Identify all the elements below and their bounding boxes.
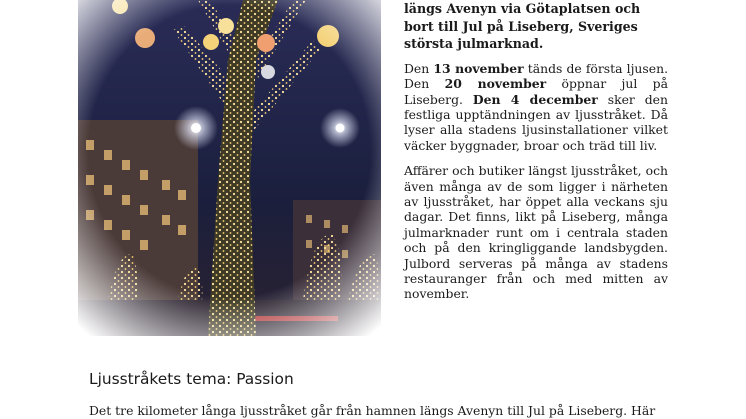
shops-paragraph: Affärer och butiker längst ljusstråket, och även många av de som ligger i närheten av ljusstråket, har öppet alla veckans sju dagar. Det finns, likt på Liseberg, många julmarknader runt om i centrala staden och på den kringliggande landsbygden. Julbord serveras på många av stadens restauranger från och med mitten av november.	[404, 163, 668, 302]
light-ball	[257, 34, 275, 52]
light-ball	[317, 25, 339, 47]
body-paragraph: Det tre kilometer långa ljusstråket går från hamnen längs Avenyn till Jul på Liseberg. Här	[89, 403, 656, 418]
light-ball	[218, 18, 234, 34]
lead-paragraph: längs Avenyn via Götaplatsen och bort till Jul på Liseberg, Sveriges största julmarknad.	[404, 1, 641, 52]
christmas-lights-photo	[78, 0, 381, 336]
light-ball	[261, 65, 275, 79]
section-heading: Ljusstråkets tema: Passion	[89, 370, 294, 388]
dates-paragraph: Den 13 november tänds de första ljusen. Den 20 november öppnar jul på Liseberg. Den 4 december sker den festliga upptändningen av ljusstråket. Då lyser alla stadens ljusinstallationer vilket väcker byggnader, broar och träd till liv.	[404, 60, 669, 153]
article-column	[404, 0, 668, 302]
light-ball	[135, 28, 155, 48]
light-ball	[203, 34, 219, 50]
